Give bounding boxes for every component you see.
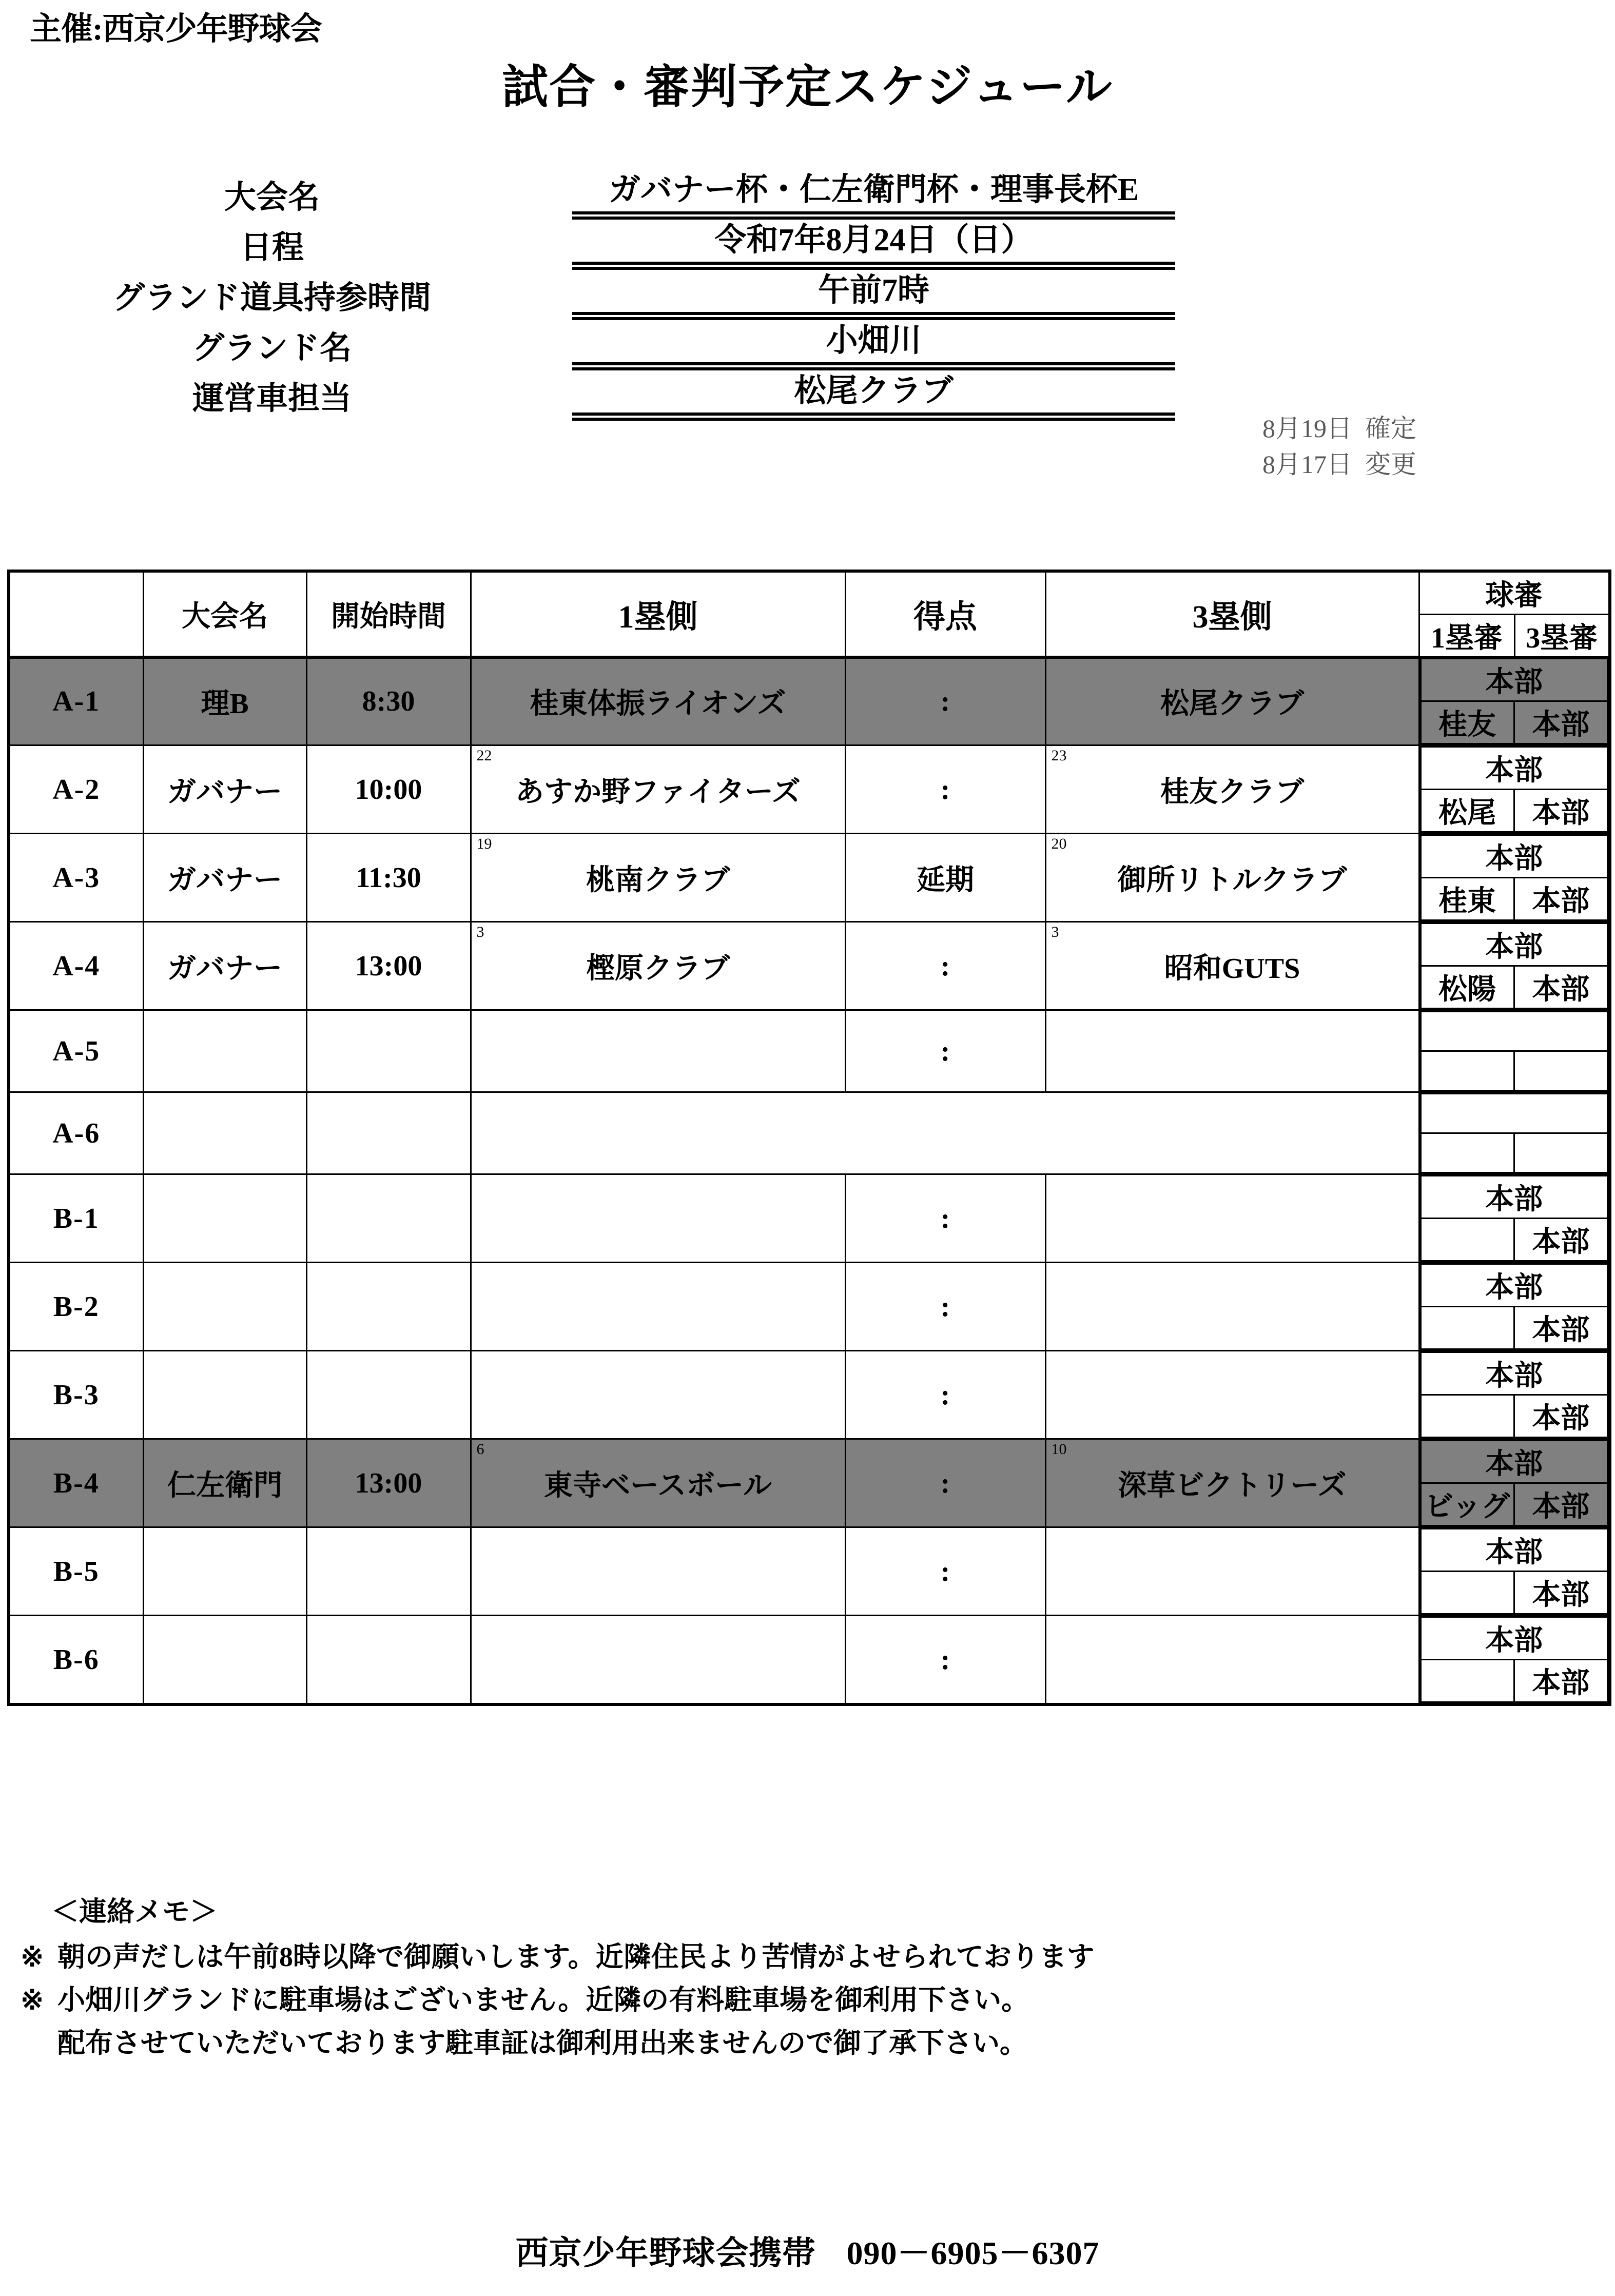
info-value-wrap-date: [572, 220, 1175, 270]
header-home-umpire: 球審: [1419, 571, 1610, 615]
row-start-time: [306, 1174, 471, 1263]
row-umpire-stack: [1420, 923, 1609, 1009]
row-third-base-seed: 3: [1051, 924, 1059, 940]
row-first-umpire: [1421, 1395, 1514, 1438]
row-code-A-1: A-1: [9, 657, 143, 745]
status-note-changed-label: 変更: [1365, 450, 1416, 479]
header-score: 得点: [845, 571, 1045, 657]
info-rule-equipment-time: [572, 312, 1175, 320]
row-first-base-seed: 3: [476, 924, 484, 940]
row-code-B-2: B-2: [9, 1263, 143, 1351]
row-first-base-team: [471, 1351, 845, 1439]
row-code-B-4: B-4: [9, 1439, 143, 1527]
row-start-time: 11:30: [306, 834, 471, 922]
row-first-umpire: ビッグ: [1421, 1483, 1514, 1526]
row-umpire-block: [1419, 1092, 1610, 1174]
row-umpire-bases-line: [1421, 1572, 1608, 1614]
row-third-umpire: 本部: [1514, 1572, 1607, 1614]
row-umpire-block: [1419, 1010, 1610, 1092]
header-start-time: 開始時間: [306, 571, 471, 657]
row-umpire-stack: [1420, 1528, 1609, 1615]
row-third-umpire: 本部: [1514, 1219, 1607, 1261]
footer-label: 西京少年野球会携帯: [515, 2235, 816, 2271]
row-first-umpire: [1421, 1051, 1514, 1091]
row-third-umpire: 本部: [1514, 1307, 1607, 1349]
row-first-umpire: 松尾: [1421, 790, 1514, 832]
row-third-base-team: [1045, 1010, 1419, 1092]
row-tournament: 理B: [143, 657, 306, 745]
header-tournament: 大会名: [143, 571, 306, 657]
row-tournament: ガバナー: [143, 922, 306, 1010]
row-third-base-seed: 23: [1051, 747, 1067, 764]
schedule-table: [7, 570, 1611, 1706]
row-score: :: [845, 1263, 1045, 1351]
info-value-operations-car: 松尾クラブ: [794, 374, 954, 408]
row-third-base-team: 10 深草ビクトリーズ: [1045, 1439, 1419, 1527]
row-first-umpire: [1421, 1572, 1514, 1614]
table-row: [9, 1263, 1610, 1351]
row-umpire-bases-line: [1421, 1133, 1608, 1173]
table-row: [9, 1439, 1610, 1527]
row-third-umpire: [1514, 1133, 1607, 1173]
memo-line-2-text: 小畑川グランドに駐車場はございません。近隣の有料駐車場を御利用下さい。: [57, 1985, 1029, 2015]
row-umpire-block: [1419, 1263, 1610, 1351]
row-home-umpire: 本部: [1421, 924, 1608, 966]
row-home-umpire: 本部: [1421, 659, 1608, 701]
row-third-base-seed: 10: [1051, 1441, 1067, 1458]
row-umpire-block: [1419, 1351, 1610, 1439]
row-umpire-home-line: [1421, 747, 1608, 790]
page-title: 試合・審判予定スケジュール: [502, 62, 1113, 113]
row-umpire-block: [1419, 1616, 1610, 1705]
row-first-base-team: 3 樫原クラブ: [471, 922, 845, 1010]
row-home-umpire: 本部: [1421, 835, 1608, 878]
row-umpire-stack: [1420, 1011, 1609, 1091]
row-score: :: [845, 1616, 1045, 1705]
row-first-base-team: 19 桃南クラブ: [471, 834, 845, 922]
info-label-ground-name: グランド名: [192, 331, 352, 366]
status-note-changed-date: 8月17日: [1262, 450, 1352, 479]
row-umpire-stack: [1420, 1440, 1609, 1526]
row-tournament: 仁左衛門: [143, 1439, 306, 1527]
footer-contact: [0, 2227, 1615, 2274]
row-score: :: [845, 1174, 1045, 1263]
row-tournament: [143, 1616, 306, 1705]
info-rule-operations-car: [572, 413, 1175, 421]
info-value-wrap-ground-name: [572, 320, 1175, 370]
table-row: [9, 745, 1610, 834]
row-code-B-6: B-6: [9, 1616, 143, 1705]
row-third-umpire: 本部: [1514, 1660, 1607, 1702]
header-third-base: 3塁側: [1045, 571, 1419, 657]
row-umpire-stack: [1420, 1616, 1609, 1703]
row-first-umpire: 桂友: [1421, 701, 1514, 744]
row-third-base-team: [1045, 1527, 1419, 1616]
row-third-base-team: 20 御所リトルクラブ: [1045, 834, 1419, 922]
row-code-A-5: A-5: [9, 1010, 143, 1092]
table-row: [9, 922, 1610, 1010]
row-tournament: [143, 1527, 306, 1616]
status-note-confirmed-date: 8月19日: [1262, 414, 1352, 443]
row-home-umpire: [1421, 1094, 1608, 1133]
row-third-base-team: 23 桂友クラブ: [1045, 745, 1419, 834]
row-home-umpire: 本部: [1421, 1264, 1608, 1307]
header-info-block: [0, 169, 1232, 421]
row-third-umpire: 本部: [1514, 966, 1607, 1009]
row-start-time: 8:30: [306, 657, 471, 745]
memo-section: [21, 1893, 1560, 2068]
memo-line-2-continuation: 配布させていただいております駐車証は御利用出来ませんので御了承下さい。: [57, 2028, 1027, 2058]
row-code-A-2: A-2: [9, 745, 143, 834]
status-notes: [1262, 410, 1416, 482]
schedule-table-body: [9, 657, 1610, 1705]
row-first-base-team: 6 東寺ベースボール: [471, 1439, 845, 1527]
row-third-umpire: 本部: [1514, 878, 1607, 920]
row-third-base-team: 3 昭和GUTS: [1045, 922, 1419, 1010]
info-rule-tournament: [572, 211, 1175, 220]
memo-mark-icon: ※: [21, 1941, 44, 1972]
table-row: [9, 834, 1610, 922]
table-row: [9, 1527, 1610, 1616]
row-third-base-team: 松尾クラブ: [1045, 657, 1419, 745]
memo-title: ＜連絡メモ＞: [51, 1896, 218, 1927]
row-score: :: [845, 1010, 1045, 1092]
row-umpire-block: [1419, 745, 1610, 834]
row-umpire-bases-line: [1421, 1051, 1608, 1091]
row-start-time: 13:00: [306, 1439, 471, 1527]
row-start-time: 13:00: [306, 922, 471, 1010]
row-score: :: [845, 922, 1045, 1010]
row-umpire-block: [1419, 834, 1610, 922]
row-first-base-team: [471, 1174, 845, 1263]
row-home-umpire: [1421, 1012, 1608, 1051]
row-umpire-home-line: [1421, 835, 1608, 878]
header-third-umpire: 3塁審: [1514, 615, 1610, 657]
table-row: [9, 1010, 1610, 1092]
row-umpire-home-line: [1421, 659, 1608, 701]
info-label-operations-car: 運営車担当: [192, 381, 352, 416]
row-code-A-3: A-3: [9, 834, 143, 922]
row-tournament: ガバナー: [143, 745, 306, 834]
row-first-base-team: [471, 1263, 845, 1351]
memo-line-1: [21, 1938, 1560, 1975]
row-third-base-team: [1045, 1351, 1419, 1439]
row-umpire-bases-line: [1421, 1483, 1608, 1526]
info-label-tournament: 大会名: [224, 180, 320, 215]
row-code-A-4: A-4: [9, 922, 143, 1010]
row-start-time: [306, 1263, 471, 1351]
row-first-base-team: [471, 1616, 845, 1705]
row-first-base-seed: 22: [476, 747, 492, 764]
row-first-umpire: [1421, 1219, 1514, 1261]
row-code-A-6: A-6: [9, 1092, 143, 1174]
header-code: [9, 571, 143, 657]
row-start-time: 10:00: [306, 745, 471, 834]
info-label-date: 日程: [240, 230, 304, 265]
row-home-umpire: 本部: [1421, 1441, 1608, 1483]
row-first-umpire: 桂東: [1421, 878, 1514, 920]
row-umpire-block: [1419, 1439, 1610, 1527]
info-value-ground-name: 小畑川: [826, 323, 922, 358]
row-score: :: [845, 745, 1045, 834]
table-row: [9, 1174, 1610, 1263]
row-start-time: [306, 1527, 471, 1616]
row-score: :: [845, 1439, 1045, 1527]
row-first-base-team: 桂東体振ライオンズ: [471, 657, 845, 745]
row-home-umpire: 本部: [1421, 1617, 1608, 1660]
row-umpire-bases-line: [1421, 1307, 1608, 1349]
row-umpire-block: [1419, 657, 1610, 745]
row-umpire-bases-line: [1421, 966, 1608, 1009]
row-umpire-stack: [1420, 1351, 1609, 1438]
row-tournament: [143, 1351, 306, 1439]
info-row-equipment-time: [0, 270, 1232, 320]
table-row: [9, 1092, 1610, 1174]
info-value-date: 令和7年8月24日（日）: [714, 223, 1033, 258]
info-row-tournament: [0, 169, 1232, 220]
row-home-umpire: 本部: [1421, 1352, 1608, 1395]
info-row-operations-car: [0, 370, 1232, 421]
row-umpire-home-line: [1421, 1441, 1608, 1483]
row-umpire-home-line: [1421, 1352, 1608, 1395]
row-umpire-home-line: [1421, 924, 1608, 966]
row-tournament: [143, 1174, 306, 1263]
schedule-table-head: [9, 571, 1610, 657]
row-first-base-team: [471, 1527, 845, 1616]
footer-phone: 090－6905－6307: [846, 2235, 1100, 2271]
row-third-base-team: [1045, 1616, 1419, 1705]
row-first-umpire: [1421, 1133, 1514, 1173]
row-umpire-block: [1419, 1174, 1610, 1263]
row-umpire-home-line: [1421, 1264, 1608, 1307]
row-umpire-home-line: [1421, 1617, 1608, 1660]
row-first-base-seed: 19: [476, 835, 492, 852]
row-tournament: [143, 1263, 306, 1351]
row-first-umpire: [1421, 1307, 1514, 1349]
row-umpire-bases-line: [1421, 790, 1608, 832]
row-third-umpire: [1514, 1051, 1607, 1091]
row-umpire-stack: [1420, 1175, 1609, 1262]
info-value-wrap-tournament: [572, 169, 1175, 220]
row-start-time: [306, 1351, 471, 1439]
row-umpire-home-line: [1421, 1012, 1608, 1051]
info-value-tournament: ガバナー杯・仁左衛門杯・理事長杯E: [608, 172, 1139, 207]
row-umpire-block: [1419, 1527, 1610, 1616]
table-row: [9, 657, 1610, 745]
row-third-umpire: 本部: [1514, 1395, 1607, 1438]
status-note-confirmed-label: 確定: [1365, 414, 1416, 443]
row-code-B-3: B-3: [9, 1351, 143, 1439]
row-umpire-stack: [1420, 1263, 1609, 1350]
row-umpire-home-line: [1421, 1094, 1608, 1133]
row-third-umpire: 本部: [1514, 701, 1607, 744]
row-home-umpire: 本部: [1421, 1529, 1608, 1572]
row-first-base-team: [471, 1010, 845, 1092]
memo-mark-icon-2: ※: [21, 1985, 44, 2015]
row-tournament: ガバナー: [143, 834, 306, 922]
row-umpire-home-line: [1421, 1176, 1608, 1219]
row-score: :: [845, 657, 1045, 745]
row-merged-matchup: [471, 1092, 1419, 1174]
info-rule-ground-name: [572, 362, 1175, 370]
row-first-base-team: 22 あすか野ファイターズ: [471, 745, 845, 834]
row-umpire-home-line: [1421, 1529, 1608, 1572]
row-first-umpire: [1421, 1660, 1514, 1702]
schedule-table-wrap: [7, 570, 1608, 1706]
row-umpire-stack: [1420, 658, 1609, 744]
row-tournament: [143, 1010, 306, 1092]
table-row: [9, 1616, 1610, 1705]
memo-line-1-text: 朝の声だしは午前8時以降で御願いします。近隣住民より苦情がよせられております: [57, 1941, 1095, 1972]
row-start-time: [306, 1092, 471, 1174]
row-code-B-5: B-5: [9, 1527, 143, 1616]
row-umpire-stack: [1420, 746, 1609, 833]
row-start-time: [306, 1616, 471, 1705]
row-umpire-block: [1419, 922, 1610, 1010]
row-third-umpire: 本部: [1514, 1483, 1607, 1526]
table-row: [9, 1351, 1610, 1439]
row-third-base-team: [1045, 1263, 1419, 1351]
row-first-base-seed: 6: [476, 1441, 484, 1458]
row-tournament: [143, 1092, 306, 1174]
info-rule-date: [572, 262, 1175, 270]
info-value-wrap-equipment-time: [572, 270, 1175, 320]
info-value-wrap-operations-car: [572, 370, 1175, 421]
row-score: :: [845, 1527, 1045, 1616]
row-third-base-team: [1045, 1174, 1419, 1263]
row-home-umpire: 本部: [1421, 1176, 1608, 1219]
info-value-equipment-time: 午前7時: [818, 273, 929, 308]
row-umpire-stack: [1420, 1093, 1609, 1173]
row-umpire-bases-line: [1421, 1660, 1608, 1702]
table-header-row: [9, 571, 1610, 615]
row-score: :: [845, 1351, 1045, 1439]
header-first-umpire: 1塁審: [1419, 615, 1514, 657]
status-note-confirmed: [1262, 410, 1416, 446]
header-first-base: 1塁側: [471, 571, 845, 657]
row-umpire-bases-line: [1421, 1395, 1608, 1438]
row-third-base-seed: 20: [1051, 835, 1067, 852]
row-umpire-stack: [1420, 834, 1609, 921]
row-start-time: [306, 1010, 471, 1092]
row-first-umpire: 松陽: [1421, 966, 1514, 1009]
memo-line-2: [21, 1981, 1560, 2018]
row-umpire-bases-line: [1421, 701, 1608, 744]
info-label-equipment-time: グランド道具持参時間: [112, 281, 431, 316]
row-code-B-1: B-1: [9, 1174, 143, 1263]
row-score: 延期: [845, 834, 1045, 922]
info-row-date: [0, 220, 1232, 270]
row-home-umpire: 本部: [1421, 747, 1608, 790]
row-third-umpire: 本部: [1514, 790, 1607, 832]
info-row-ground-name: [0, 320, 1232, 370]
organizer-line: 主催:西京少年野球会: [30, 12, 322, 47]
row-umpire-bases-line: [1421, 1219, 1608, 1261]
status-note-changed: [1262, 446, 1416, 482]
row-umpire-bases-line: [1421, 878, 1608, 920]
